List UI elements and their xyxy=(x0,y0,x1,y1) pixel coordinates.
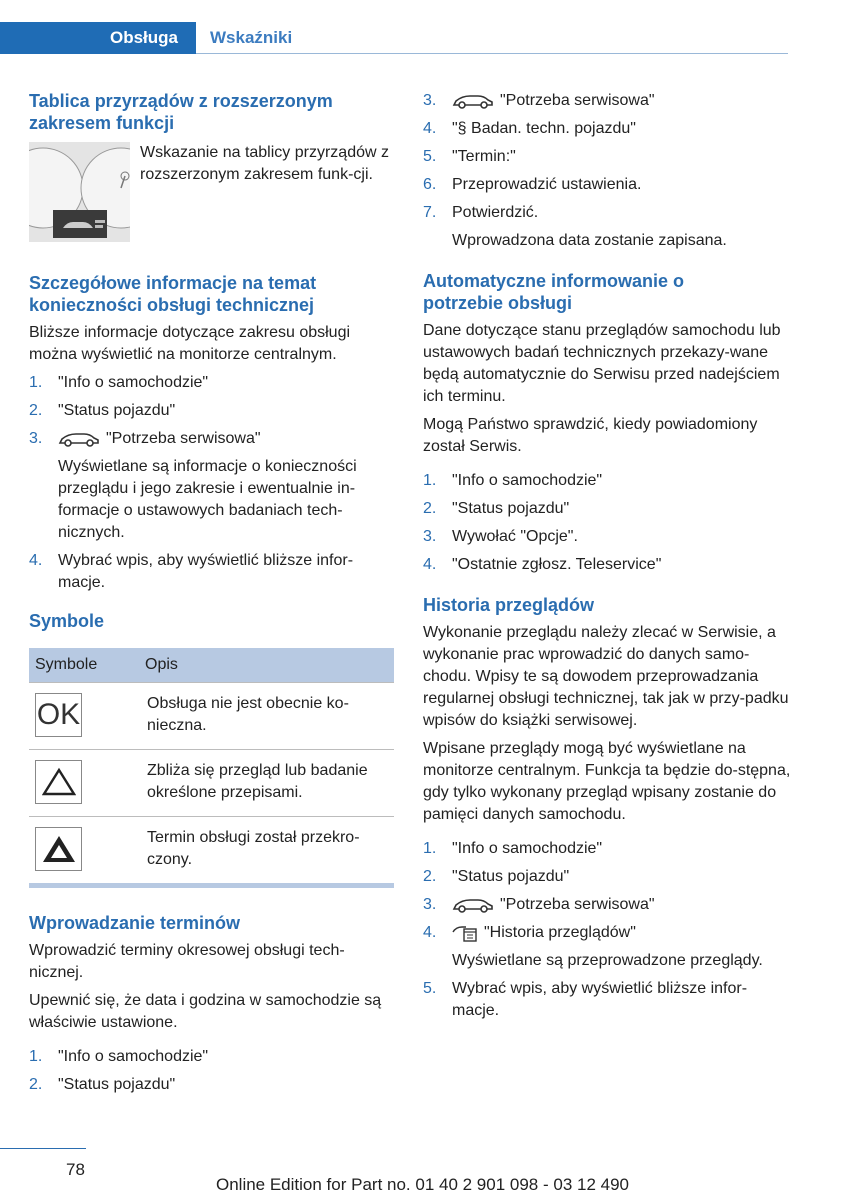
list-item: 2. "Status pojazdu" xyxy=(423,868,570,885)
right-column xyxy=(423,90,793,1032)
service-history-icon xyxy=(452,924,478,942)
enter-dates-steps-continued xyxy=(423,90,793,252)
list-item: 5. "Termin:" xyxy=(423,148,516,165)
edition-note: Online Edition for Part no. 01 40 2 901 098 - 03 12 490 xyxy=(215,1175,629,1194)
list-item: 1. "Info o samochodzie" xyxy=(29,1048,209,1065)
footer-rule xyxy=(0,1148,86,1149)
table-header-row xyxy=(29,648,394,683)
column-header-symbol: Symbole xyxy=(29,648,139,683)
list-item: 5. Wybrać wpis, aby wyświetlić bliższe infor-macje. xyxy=(423,980,748,1019)
list-item: 3. "Potrzeba serwisowa" xyxy=(423,896,655,913)
triangle-filled-icon xyxy=(35,827,82,871)
auto-notification-p1: Dane dotyczące stanu przeglądów samochodu lub ustawowych badań technicznych przekazy-wane będą automatycznie do Serwisu przed nadejściem ich terminu. xyxy=(423,322,781,405)
service-history-p1: Wykonanie przeglądu należy zlecać w Serwisie, a wykonanie prac wprowadzić do danych samo-chodu. Wpisy te są dowodem przeprowadzania regularnej obsługi technicznej, tak jak w przy-padku wpisów do książki serwisowej. xyxy=(423,624,789,729)
triangle-outline-icon xyxy=(35,760,82,804)
car-service-icon xyxy=(452,897,494,913)
list-item: 4. Wybrać wpis, aby wyświetlić bliższe infor-macje. xyxy=(29,552,354,591)
enter-dates-p1: Wprowadzić terminy okresowej obsługi tech-nicznej. xyxy=(29,942,345,981)
step-note: Wyświetlane są informacje o konieczności przeglądu i jego zakresie i ewentualnie in-formacje o ustawowych badaniach tech-nicznych. xyxy=(58,458,357,541)
table-row: Zbliża się przegląd lub badanie określone przepisami. xyxy=(29,750,394,817)
car-service-icon xyxy=(58,431,100,447)
enter-dates-steps xyxy=(29,1046,394,1096)
section-title-enter-dates: Wprowadzanie terminów xyxy=(29,913,241,933)
header-rule xyxy=(196,53,788,54)
table-row: Termin obsługi został przekro-czony. xyxy=(29,817,394,886)
service-history-p2: Wpisane przeglądy mogą być wyświetlane na monitorze centralnym. Funkcja ta będzie do-stępna, gdy tylko wykonany przegląd wpisany zostanie do pamięci danych samochodu. xyxy=(423,740,791,823)
step-note: Wprowadzona data zostanie zapisana. xyxy=(452,232,727,249)
list-item: 1. "Info o samochodzie" xyxy=(423,472,603,489)
service-history-steps xyxy=(423,838,793,1022)
header-section: Obsługa xyxy=(110,28,179,47)
ok-symbol: OK xyxy=(35,693,82,737)
list-item: 6. Przeprowadzić ustawienia. xyxy=(423,176,642,193)
list-item: 2. "Status pojazdu" xyxy=(29,402,176,419)
symbols-table xyxy=(29,648,394,888)
figure-caption: Wskazanie na tablicy przyrządów z rozszerzonym zakresem funk-cji. xyxy=(140,144,389,183)
list-item: 2. "Status pojazdu" xyxy=(29,1076,176,1093)
section-title-auto-notification: Automatyczne informowanie o potrzebie obsługi xyxy=(423,271,685,313)
enter-dates-p2: Upewnić się, że data i godzina w samochodzie są właściwie ustawione. xyxy=(29,992,382,1031)
list-item: 4. "Historia przeglądów" Wyświetlane są przeprowadzone przeglądy. xyxy=(423,922,793,972)
list-item: 4. "Ostatnie zgłosz. Teleservice" xyxy=(423,556,662,573)
header-subsection: Wskaźniki xyxy=(210,28,293,47)
table-row: OK Obsługa nie jest obecnie ko-nieczna. xyxy=(29,683,394,750)
auto-notification-p2: Mogą Państwo sprawdzić, kiedy powiadomiony został Serwis. xyxy=(423,416,758,455)
section-title-symbols: Symbole xyxy=(29,611,105,631)
step-note: Wyświetlane są przeprowadzone przeglądy. xyxy=(452,952,763,969)
section-title-service-history: Historia przeglądów xyxy=(423,595,595,615)
service-details-steps xyxy=(29,372,394,594)
list-item: 7. Potwierdzić. Wprowadzona data zostanie zapisana. xyxy=(423,202,793,252)
list-item: 3. Wywołać "Opcje". xyxy=(423,528,578,545)
car-service-icon xyxy=(452,93,494,109)
figure-instrument-cluster xyxy=(29,142,394,242)
list-item: 1. "Info o samochodzie" xyxy=(29,374,209,391)
section-title-service-details: Szczegółowe informacje na temat konieczności obsługi technicznej xyxy=(29,273,317,315)
list-item: 1. "Info o samochodzie" xyxy=(423,840,603,857)
service-details-intro: Bliższe informacje dotyczące zakresu obsługi można wyświetlić na monitorze centralnym. xyxy=(29,324,351,363)
column-header-description: Opis xyxy=(139,648,394,683)
page-number: 78 xyxy=(66,1160,85,1179)
list-item: 4. "§ Badan. techn. pojazdu" xyxy=(423,120,636,137)
auto-notification-steps xyxy=(423,470,793,576)
list-item: 3. "Potrzeba serwisowa" xyxy=(423,92,655,109)
list-item: 2. "Status pojazdu" xyxy=(423,500,570,517)
section-title-instrument-cluster: Tablica przyrządów z rozszerzonym zakresem funkcji xyxy=(29,91,333,133)
left-column xyxy=(29,90,394,1106)
instrument-cluster-image xyxy=(29,142,130,242)
list-item: 3. "Potrzeba serwisowa" Wyświetlane są informacje o konieczności przeglądu i jego zakresie i ewentualnie in-formacje o ustawowych badaniach tech-nicznych. xyxy=(29,428,394,544)
